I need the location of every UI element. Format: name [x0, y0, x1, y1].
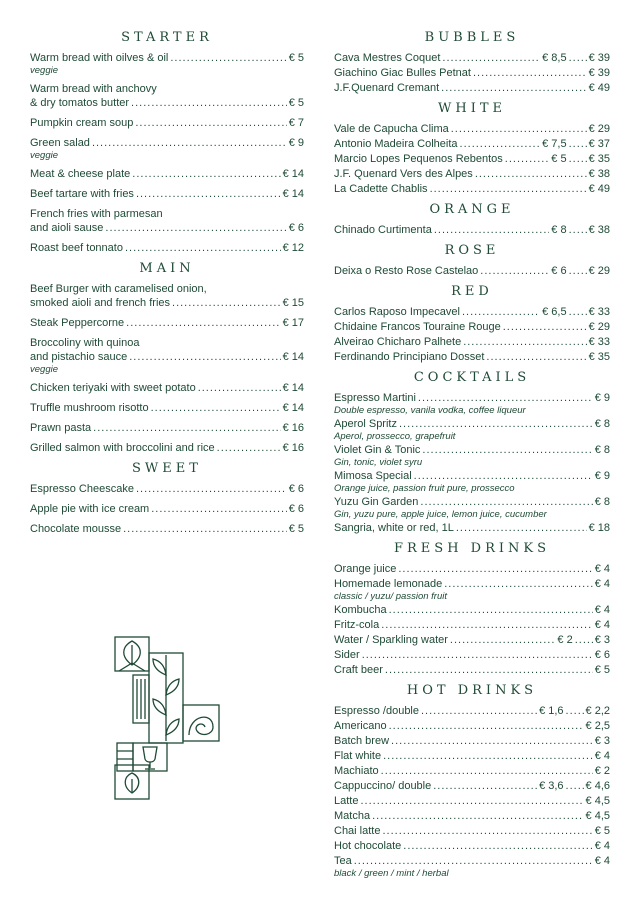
glass-price: € 6 [551, 265, 567, 277]
menu-item [334, 335, 610, 349]
menu-section-rose [334, 243, 610, 278]
item-name: Warm bread with oilves & oil [30, 52, 169, 64]
item-note: Orange juice, passion fruit pure, prossecco [334, 483, 515, 494]
dot-leader [381, 618, 592, 632]
dot-leader [391, 734, 593, 748]
item-price: € 38 [588, 224, 610, 236]
dot-leader [131, 96, 287, 110]
dot-leader [129, 350, 280, 364]
menu-item [334, 495, 610, 520]
dot-leader [136, 482, 287, 496]
item-name: Ferdinando Principiano Dosset [334, 351, 485, 363]
menu-item [334, 521, 610, 535]
item-name: Mimosa Special [334, 470, 412, 482]
item-name: Meat & cheese plate [30, 168, 131, 180]
dot-leader [433, 779, 537, 793]
menu-item [334, 167, 610, 181]
item-note: Double espresso, vanila vodka, coffee liqueur [334, 405, 526, 416]
item-name: La Cadette Chablis [334, 183, 428, 195]
dot-leader [456, 521, 587, 535]
dot-leader [442, 51, 540, 65]
section-title: SWEET [132, 461, 202, 476]
dot-leader [463, 335, 586, 349]
item-note: Aperol, prossecco, grapefruit [334, 431, 456, 442]
menu-item [334, 391, 610, 416]
dot-leader [418, 391, 593, 405]
item-name: smoked aioli and french fries [30, 297, 171, 309]
item-price: € 4 [594, 563, 610, 575]
item-price: € 14 [282, 188, 304, 200]
glass-price: € 8,5 [542, 52, 567, 64]
dot-leader [430, 182, 587, 196]
item-price: € 9 [594, 392, 610, 404]
menu-item [30, 441, 304, 455]
item-name: Yuzu Gin Garden [334, 496, 419, 508]
item-name: Espresso Cheescake [30, 483, 134, 495]
item-name: Giachino Giac Bulles Petnat [334, 67, 471, 79]
menu-item [30, 482, 304, 496]
dot-leader [403, 839, 592, 853]
dot-leader [362, 648, 593, 662]
item-name: Latte [334, 795, 359, 807]
item-name: Chidaine Francos Touraine Rouge [334, 321, 501, 333]
item-price: € 6 [288, 503, 304, 515]
menu-section-hot-drinks [334, 683, 610, 879]
item-price: € 4,5 [585, 810, 610, 822]
item-name: Machiato [334, 765, 379, 777]
menu-item [30, 336, 304, 375]
dot-leader [372, 809, 583, 823]
glass-price: € 3,6 [539, 780, 564, 792]
menu-item [30, 316, 304, 330]
glass-price: € 1,6 [539, 705, 564, 717]
menu-item [30, 401, 304, 415]
menu-item [334, 417, 610, 442]
menu-item [30, 187, 304, 201]
item-name: Espresso /double [334, 705, 419, 717]
dot-leader [460, 137, 541, 151]
dot-leader [198, 381, 281, 395]
menu-item [334, 704, 610, 718]
dot-leader [503, 320, 587, 334]
item-name: Homemade lemonade [334, 578, 443, 590]
item-name-line: Beef Burger with caramelised onion, [30, 283, 207, 295]
item-name: Grilled salmon with broccolini and rice [30, 442, 215, 454]
menu-section-red [334, 284, 610, 364]
menu-item [334, 779, 610, 793]
item-name-line: Warm bread with anchovy [30, 83, 157, 95]
item-name: Flat white [334, 750, 382, 762]
dot-leader [217, 441, 281, 455]
item-price: € 5 [594, 664, 610, 676]
dot-leader [480, 264, 549, 278]
item-name-line: Broccoliny with quinoa [30, 337, 140, 349]
item-price: € 2,5 [585, 720, 610, 732]
menu-item [30, 207, 304, 235]
menu-item [334, 81, 610, 95]
menu-item [334, 320, 610, 334]
item-price: € 8 [594, 444, 610, 456]
item-price: € 29 [588, 123, 610, 135]
dot-leader [123, 522, 287, 536]
section-title: HOT DRINKS [406, 683, 538, 698]
item-price: € 16 [282, 422, 304, 434]
menu-item [334, 182, 610, 196]
menu-item [334, 854, 610, 879]
item-price: € 49 [588, 183, 610, 195]
item-note: classic / yuzu/ passion fruit [334, 591, 447, 602]
menu-item [30, 241, 304, 255]
dot-leader [126, 316, 280, 330]
dot-leader [132, 167, 280, 181]
section-title: WHITE [438, 101, 506, 116]
item-price: € 35 [588, 351, 610, 363]
menu-item [334, 350, 610, 364]
dot-leader [505, 152, 550, 166]
dot-leader [451, 122, 587, 136]
item-name: Espresso Martini [334, 392, 416, 404]
item-price: € 6 [288, 483, 304, 495]
dot-leader [569, 264, 587, 278]
item-price: € 6 [288, 222, 304, 234]
dot-leader [566, 704, 584, 718]
item-name: Beef tartare with fries [30, 188, 134, 200]
dot-leader [566, 779, 584, 793]
item-name-line: French fries with parmesan [30, 208, 163, 220]
item-price: € 5 [594, 825, 610, 837]
menu-item [334, 603, 610, 617]
item-name: Matcha [334, 810, 371, 822]
dot-leader [450, 633, 555, 647]
menu-item [30, 51, 304, 76]
item-name: Truffle mushroom risotto [30, 402, 149, 414]
menu-item [334, 809, 610, 823]
menu-item [334, 719, 610, 733]
dot-leader [569, 223, 587, 237]
item-price: € 38 [588, 168, 610, 180]
menu-item [334, 794, 610, 808]
item-price: € 17 [282, 317, 304, 329]
dot-leader [354, 854, 593, 868]
menu-item [334, 577, 610, 602]
item-price: € 5 [288, 52, 304, 64]
item-name: Carlos Raposo Impecavel [334, 306, 460, 318]
menu-item [334, 305, 610, 319]
dot-leader [569, 137, 587, 151]
item-price: € 4 [594, 619, 610, 631]
botanical-tile-emblem [113, 635, 223, 800]
dot-leader [385, 663, 593, 677]
menu-item [334, 618, 610, 632]
item-name: Marcio Lopes Pequenos Rebentos [334, 153, 503, 165]
dot-leader [151, 401, 281, 415]
item-name: Hot chocolate [334, 840, 402, 852]
item-name: Alveirao Chicharo Palhete [334, 336, 462, 348]
item-note: Gin, yuzu pure, apple juice, lemon juice, cucumber [334, 509, 547, 520]
item-name: Apple pie with ice cream [30, 503, 150, 515]
menu-item [30, 136, 304, 161]
item-name: Sider [334, 649, 360, 661]
item-name: Antonio Madeira Colheita [334, 138, 458, 150]
item-price: € 14 [282, 168, 304, 180]
menu-section-main [30, 261, 304, 455]
item-note: veggie [30, 65, 58, 76]
item-price: € 5 [288, 523, 304, 535]
dot-leader [92, 136, 287, 150]
menu-item [334, 469, 610, 494]
menu-item [334, 66, 610, 80]
item-price: € 33 [588, 306, 610, 318]
dot-leader [475, 167, 587, 181]
item-price: € 39 [588, 67, 610, 79]
dot-leader [414, 469, 593, 483]
item-name: & dry tomatos butter [30, 97, 130, 109]
dot-leader [462, 305, 540, 319]
item-name: Fritz-cola [334, 619, 380, 631]
menu-section-fresh-drinks [334, 541, 610, 677]
item-name: Chocolate mousse [30, 523, 122, 535]
item-name: Kombucha [334, 604, 387, 616]
item-name: and aioli sause [30, 222, 104, 234]
menu-section-white [334, 101, 610, 196]
dot-leader [93, 421, 280, 435]
item-price: € 12 [282, 242, 304, 254]
menu-item [334, 824, 610, 838]
dot-leader [360, 794, 583, 808]
item-price: € 15 [282, 297, 304, 309]
item-name: Chai latte [334, 825, 381, 837]
item-name: Vale de Capucha Clima [334, 123, 449, 135]
menu-item [334, 264, 610, 278]
item-name: Prawn pasta [30, 422, 92, 434]
item-name: and pistachio sauce [30, 351, 128, 363]
section-title: ROSE [444, 243, 500, 258]
item-price: € 18 [588, 522, 610, 534]
item-price: € 29 [588, 321, 610, 333]
item-price: € 4,5 [585, 795, 610, 807]
item-price: € 29 [588, 265, 610, 277]
item-price: € 4 [594, 750, 610, 762]
item-name: Green salad [30, 137, 90, 149]
dot-leader [486, 350, 586, 364]
item-price: € 33 [588, 336, 610, 348]
menu-item [334, 648, 610, 662]
section-title: COCKTAILS [413, 370, 531, 385]
menu-item [30, 502, 304, 516]
item-note: black / green / mint / herbal [334, 868, 449, 879]
item-name: Americano [334, 720, 387, 732]
item-price: € 7 [288, 117, 304, 129]
item-name: J.F. Quenard Vers des Alpes [334, 168, 473, 180]
right-column [334, 30, 610, 885]
dot-leader [381, 764, 593, 778]
menu-item [334, 749, 610, 763]
menu-section-orange [334, 202, 610, 237]
menu-item [334, 51, 610, 65]
dot-leader [389, 719, 584, 733]
item-note: veggie [30, 150, 58, 161]
dot-leader [444, 577, 592, 591]
section-title: BUBBLES [424, 30, 520, 45]
item-price: € 35 [588, 153, 610, 165]
menu-section-sweet [30, 461, 304, 536]
dot-leader [399, 417, 593, 431]
dot-leader [170, 51, 286, 65]
left-column [30, 30, 304, 542]
item-name: Steak Peppercorne [30, 317, 125, 329]
menu-item [334, 663, 610, 677]
item-price: € 5 [288, 97, 304, 109]
item-price: € 39 [588, 52, 610, 64]
glass-price: € 6,5 [542, 306, 567, 318]
glass-price: € 2 [557, 634, 573, 646]
menu-item [30, 116, 304, 130]
item-price: € 8 [594, 496, 610, 508]
dot-leader [421, 704, 537, 718]
dot-leader [422, 443, 592, 457]
dot-leader [172, 296, 281, 310]
menu-item [334, 137, 610, 151]
section-title: STARTER [121, 30, 213, 45]
menu-item [30, 167, 304, 181]
dot-leader [569, 305, 587, 319]
dot-leader [125, 241, 281, 255]
dot-leader [383, 749, 593, 763]
item-price: € 2,2 [585, 705, 610, 717]
section-title: ORANGE [429, 202, 515, 217]
item-price: € 4 [594, 578, 610, 590]
section-title: RED [451, 284, 493, 299]
item-name: Sangria, white or red, 1L [334, 522, 454, 534]
item-name: Deixa o Resto Rose Castelao [334, 265, 479, 277]
item-price: € 16 [282, 442, 304, 454]
item-price: € 9 [288, 137, 304, 149]
dot-leader [420, 495, 592, 509]
item-note: veggie [30, 364, 58, 375]
item-price: € 37 [588, 138, 610, 150]
dot-leader [434, 223, 549, 237]
item-note: Gin, tonic, violet syru [334, 457, 423, 468]
item-name: Roast beef tonnato [30, 242, 123, 254]
item-price: € 4,6 [585, 780, 610, 792]
glass-price: € 5 [551, 153, 567, 165]
item-price: € 8 [594, 418, 610, 430]
item-price: € 2 [594, 765, 610, 777]
item-price: € 14 [282, 382, 304, 394]
menu-item [334, 764, 610, 778]
item-price: € 49 [588, 82, 610, 94]
menu-item [334, 122, 610, 136]
menu-item [334, 152, 610, 166]
menu-item [334, 443, 610, 468]
menu-item [30, 282, 304, 310]
dot-leader [135, 116, 286, 130]
section-title: MAIN [139, 261, 195, 276]
dot-leader [441, 81, 586, 95]
item-price: € 9 [594, 470, 610, 482]
menu-item [334, 562, 610, 576]
item-name: Violet Gin & Tonic [334, 444, 421, 456]
item-name: J.F.Quenard Cremant [334, 82, 440, 94]
item-name: Tea [334, 855, 352, 867]
menu-section-cocktails [334, 370, 610, 535]
dot-leader [569, 51, 587, 65]
menu-item [30, 82, 304, 110]
item-name: Chicken teriyaki with sweet potato [30, 382, 196, 394]
menu-section-starter [30, 30, 304, 255]
menu-section-bubbles [334, 30, 610, 95]
dot-leader [569, 152, 587, 166]
menu-item [30, 421, 304, 435]
dot-leader [398, 562, 592, 576]
item-name: Cappuccino/ double [334, 780, 432, 792]
item-name: Aperol Spritz [334, 418, 397, 430]
item-price: € 14 [282, 351, 304, 363]
dot-leader [105, 221, 286, 235]
glass-price: € 7,5 [542, 138, 567, 150]
item-name: Craft beer [334, 664, 383, 676]
dot-leader [389, 603, 593, 617]
dot-leader [575, 633, 593, 647]
item-name: Chinado Curtimenta [334, 224, 432, 236]
item-price: € 4 [594, 855, 610, 867]
glass-price: € 8 [551, 224, 567, 236]
menu-item [30, 522, 304, 536]
menu-item [334, 223, 610, 237]
menu-item [334, 633, 610, 647]
menu-item [334, 734, 610, 748]
menu-item [30, 381, 304, 395]
item-price: € 4 [594, 840, 610, 852]
item-price: € 14 [282, 402, 304, 414]
item-name: Water / Sparkling water [334, 634, 448, 646]
item-name: Pumpkin cream soup [30, 117, 134, 129]
item-name: Cava Mestres Coquet [334, 52, 441, 64]
item-name: Orange juice [334, 563, 397, 575]
section-title: FRESH DRINKS [393, 541, 550, 556]
item-price: € 6 [594, 649, 610, 661]
dot-leader [151, 502, 286, 516]
dot-leader [136, 187, 281, 201]
dot-leader [382, 824, 592, 838]
item-price: € 4 [594, 604, 610, 616]
item-name: Batch brew [334, 735, 390, 747]
menu-item [334, 839, 610, 853]
item-price: € 3 [594, 634, 610, 646]
dot-leader [473, 66, 587, 80]
item-price: € 3 [594, 735, 610, 747]
